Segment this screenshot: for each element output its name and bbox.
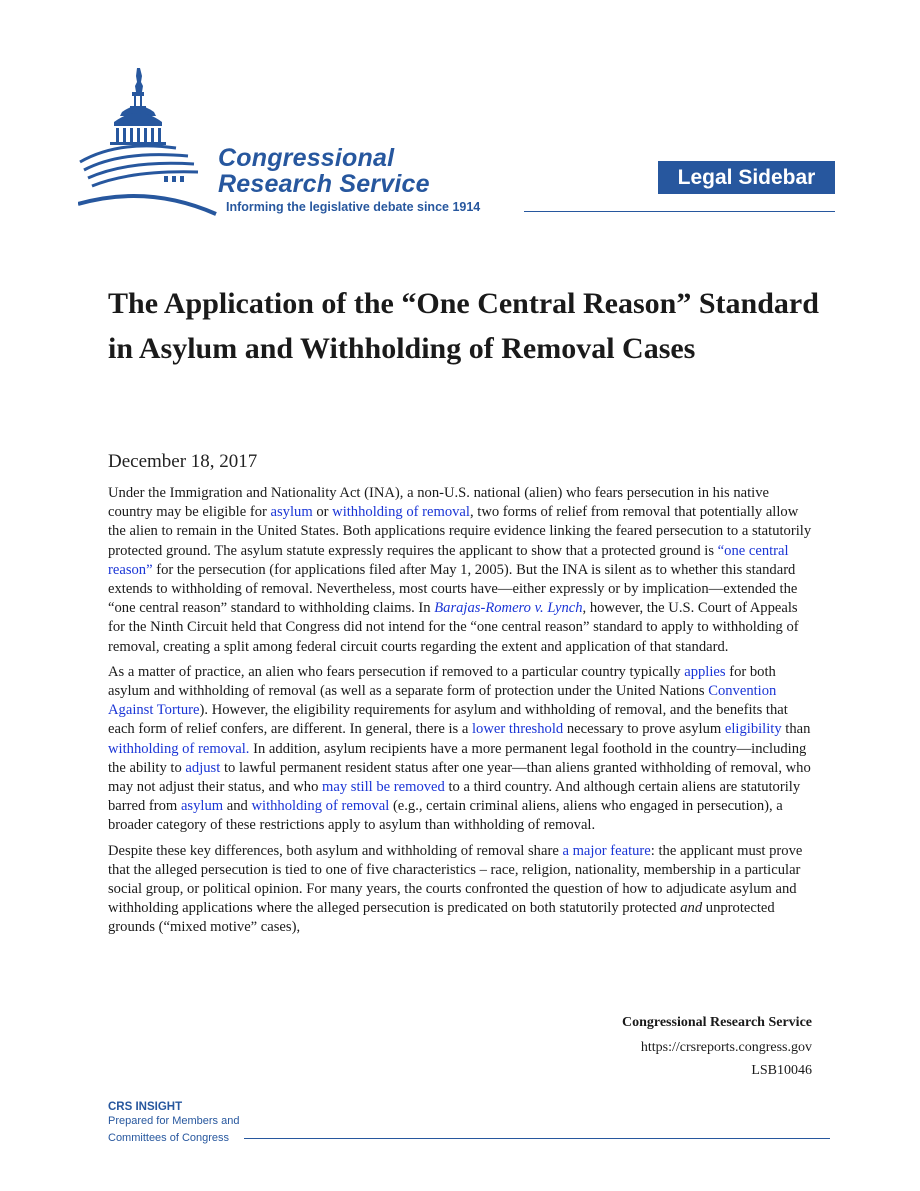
body-text: , however, the U.S. Court of Appeals for the Ninth Circuit held that Congress did not intend for the “one central reason” standard to apply to withholding of removal, creating a split among federal circuit courts regarding the extent and application of that standard. [108, 600, 799, 655]
crs-dome-logo [78, 64, 218, 216]
body-text: , two forms of relief from removal that potentially allow the alien to remain in the United States. Both applications require evidence linking the feared persecution to a statutorily protected ground. The asylum statute expressly requires the applicant to show that a protected ground is [108, 504, 812, 559]
inline-link[interactable]: “one central reason” [108, 542, 789, 578]
body-text: and [223, 798, 252, 815]
body-text: In addition, asylum recipients have a more permanent legal foothold in the country—including the ability to [108, 740, 807, 776]
body-text: to a third country. And although certain aliens are statutorily barred from [108, 779, 801, 815]
publication-date: December 18, 2017 [108, 451, 258, 472]
body-text: or [312, 504, 333, 521]
inline-link[interactable]: adjust [185, 759, 221, 776]
body-text: for the persecution (for applications filed after May 1, 2005). But the INA is silent as to whether this standard extends to withholding of removal. Nevertheless, most courts have—either expressly or by implication—extended the “one central reason” standard to withholding claims. In [108, 561, 798, 617]
org-tagline: Informing the legislative debate since 1914 [226, 200, 481, 214]
tagline-divider [524, 211, 835, 212]
body-text: unprotected grounds (“mixed motive” cases), [108, 900, 775, 936]
paragraph-2 [108, 663, 816, 836]
inline-link[interactable]: withholding of removal. [108, 740, 250, 757]
inline-link[interactable]: Barajas-Romero v. Lynch [434, 600, 583, 617]
article-body [108, 484, 816, 944]
emphasis-text: and [680, 900, 703, 917]
crs-insight-label: CRS INSIGHT [108, 1101, 183, 1113]
org-name-line1: Congressional [218, 144, 395, 172]
inline-link[interactable]: eligibility [724, 721, 782, 738]
inline-link[interactable]: asylum [270, 504, 313, 521]
legal-sidebar-badge: Legal Sidebar [658, 161, 835, 194]
body-text: Under the Immigration and Nationality Act (INA), a non-U.S. national (alien) who fears persecution in his native country may be eligible for [108, 485, 769, 521]
body-text: for both asylum and withholding of removal (as well as a separate form of protection under the United Nations [108, 663, 776, 700]
inline-link[interactable]: withholding of removal [251, 798, 390, 815]
inline-link[interactable]: withholding of removal [332, 504, 470, 521]
footer-url[interactable]: https://crsreports.congress.gov [640, 1040, 812, 1055]
footer-org-name: Congressional Research Service [621, 1015, 812, 1030]
paragraph-1 [108, 484, 816, 657]
body-text: to lawful permanent resident status after one year—than aliens granted withholding of removal, who may not adjust their status, and who [108, 759, 811, 796]
inline-link[interactable]: asylum [180, 798, 224, 815]
body-text: As a matter of practice, an alien who fears persecution if removed to a particular country typically [108, 663, 685, 680]
footer-divider [244, 1138, 830, 1139]
inline-link[interactable]: may still be removed [322, 779, 445, 796]
inline-link[interactable]: lower threshold [471, 721, 564, 738]
inline-link[interactable]: applies [684, 663, 726, 680]
prepared-for-line2: Committees of Congress [108, 1132, 230, 1144]
body-text: (e.g., certain criminal aliens, aliens who engaged in persecution), a broader category of these restrictions apply to asylum than withholding of removal. [108, 798, 783, 834]
body-text: : the applicant must prove that the alleged persecution is tied to one of five characteristics – race, religion, nationality, membership in a particular social group, or political opinion. For many years, the courts confronted the question of how to adjudicate asylum and withholding applications where the alleged persecution is predicated on both statutorily protected [108, 842, 803, 917]
page-title: The Application of the “One Central Reason” Standard in Asylum and Withholding of Removal Cases [108, 287, 819, 365]
body-text: necessary to prove asylum [563, 721, 725, 738]
body-text: Despite these key differences, both asylum and withholding of removal share [108, 842, 563, 859]
inline-link[interactable]: a major feature [562, 842, 651, 859]
report-id: LSB10046 [751, 1063, 812, 1078]
body-text: ). However, the eligibility requirements for asylum and withholding of removal, and the benefits that each form of relief confers, are different. In general, there is a [108, 702, 788, 738]
org-name-line2: Research Service [218, 170, 430, 198]
paragraph-3 [108, 842, 816, 938]
prepared-for-line1: Prepared for Members and [108, 1115, 240, 1127]
inline-link[interactable]: Convention Against Torture [108, 683, 777, 719]
body-text: than [781, 721, 811, 738]
